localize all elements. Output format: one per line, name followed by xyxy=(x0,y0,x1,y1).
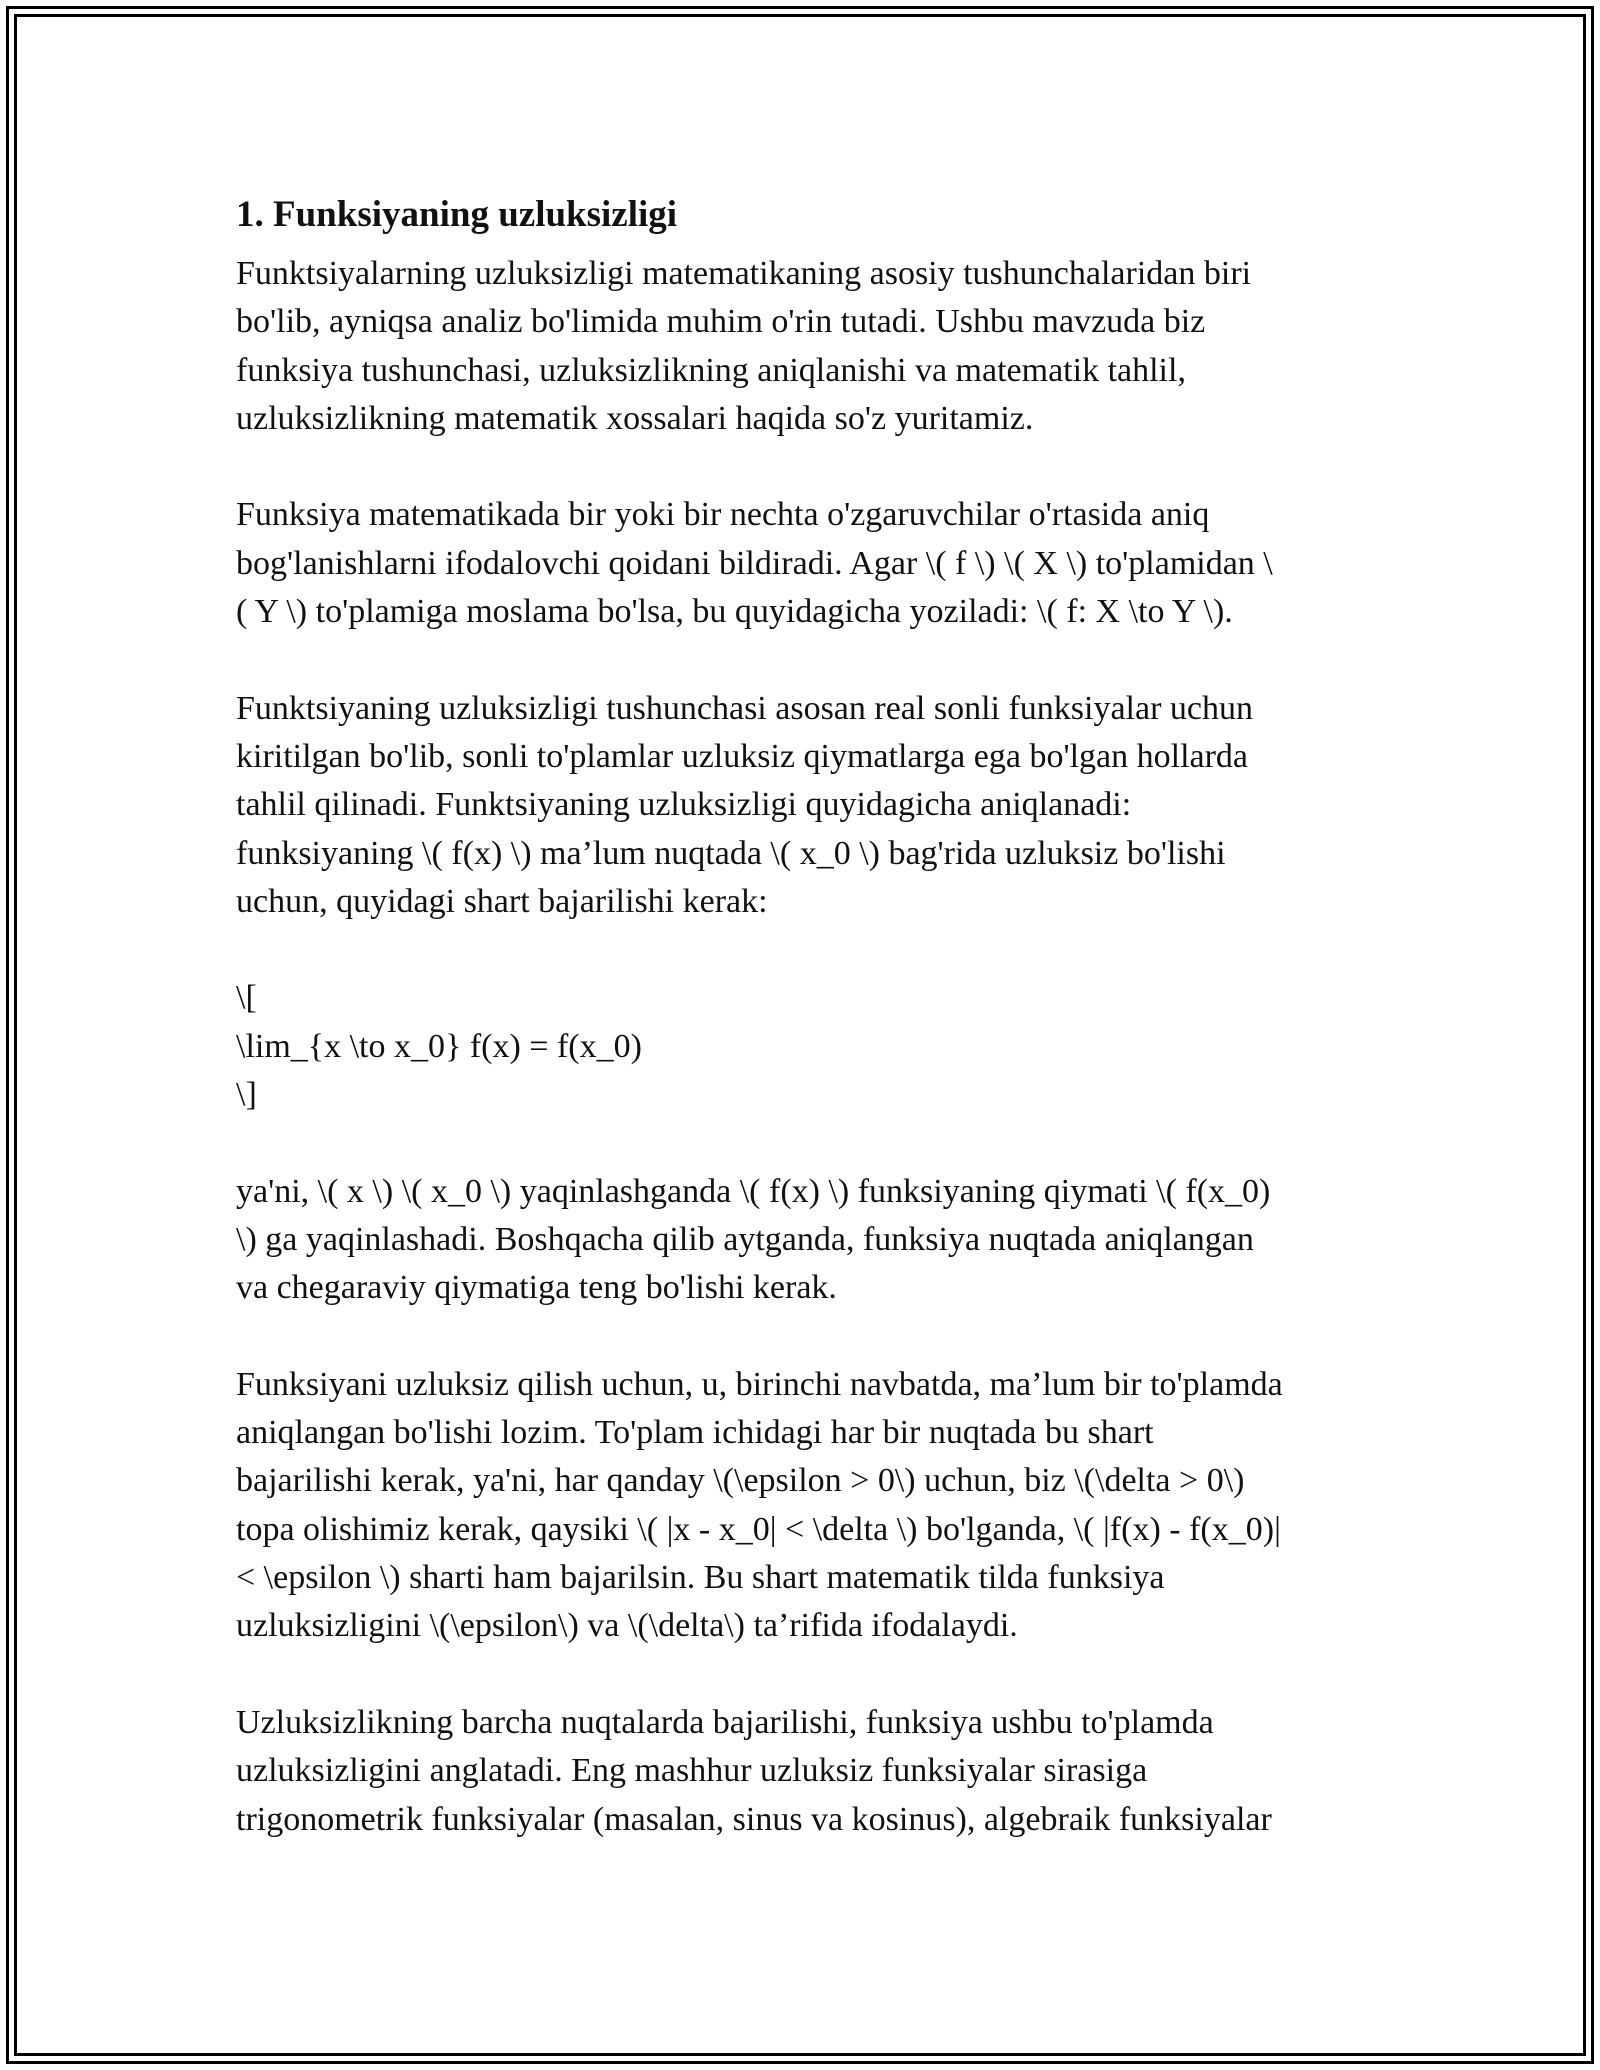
text-line: funksiya tushunchasi, uzluksizlikning aniqlanishi va matematik tahlil, xyxy=(236,351,1186,389)
text-line: bajarilishi kerak, ya'ni, har qanday \(\epsilon > 0\) uchun, biz \(\delta > 0\) xyxy=(236,1462,1245,1500)
text-line: uzluksizligini anglatadi. Eng mashhur uzluksiz funksiyalar sirasiga xyxy=(236,1752,1148,1790)
text-line: Uzluksizlikning barcha nuqtalarda bajarilishi, funksiya ushbu to'plamda xyxy=(236,1703,1214,1741)
formula-line: \lim_{x \to x_0} f(x) = f(x_0) xyxy=(236,1027,642,1065)
formula-line: \[ xyxy=(236,979,257,1017)
text-line: trigonometrik funksiyalar (masalan, sinus va kosinus), algebraik funksiyalar xyxy=(236,1800,1272,1838)
paragraph-continuous-functions xyxy=(236,1699,1366,1844)
text-line: va chegaraviy qiymatiga teng bo'lishi kerak. xyxy=(236,1269,837,1307)
text-line: topa olishimiz kerak, qaysiki \( |x - x_0| < \delta \) bo'lganda, \( |f(x) - f(x_0)| xyxy=(236,1510,1281,1548)
paragraph-epsilon-delta xyxy=(236,1361,1366,1651)
text-line: kiritilgan bo'lib, sonli to'plamlar uzluksiz qiymatlarga ega bo'lgan hollarda xyxy=(236,737,1249,775)
text-line: funksiyaning \( f(x) \) ma’lum nuqtada \( x_0 \) bag'rida uzluksiz bo'lishi xyxy=(236,834,1226,872)
paragraph-continuity-concept xyxy=(236,685,1366,926)
paragraph-limit-explanation xyxy=(236,1168,1366,1313)
text-line: Funksiya matematikada bir yoki bir nechta o'zgaruvchilar o'rtasida aniq xyxy=(236,496,1210,534)
text-line: Funktsiyaning uzluksizligi tushunchasi asosan real sonli funksiyalar uchun xyxy=(236,689,1254,727)
text-line: aniqlangan bo'lishi lozim. To'plam ichidagi har bir nuqtada bu shart xyxy=(236,1414,1154,1452)
text-line: < \epsilon \) sharti ham bajarilsin. Bu shart matematik tilda funksiya xyxy=(236,1559,1165,1597)
text-line: uzluksizligini \(\epsilon\) va \(\delta\) ta’rifida ifodalaydi. xyxy=(236,1607,1018,1645)
text-line: Funktsiyalarning uzluksizligi matematikaning asosiy tushunchalaridan biri xyxy=(236,255,1252,292)
formula-line: \] xyxy=(236,1076,257,1114)
text-line: bog'lanishlarni ifodalovchi qoidani bildiradi. Agar \( f \) \( X \) to'plamidan \ xyxy=(236,544,1273,582)
text-line: bo'lib, ayniqsa analiz bo'limida muhim o'rin tutadi. Ushbu mavzuda biz xyxy=(236,303,1206,341)
text-line: \) ga yaqinlashadi. Boshqacha qilib aytganda, funksiya nuqtada aniqlangan xyxy=(236,1220,1254,1258)
section-heading: 1. Funksiyaning uzluksizligi xyxy=(236,194,678,235)
paragraph-intro xyxy=(236,250,1366,443)
text-line: Funksiyani uzluksiz qilish uchun, u, birinchi navbatda, ma’lum bir to'plamda xyxy=(236,1365,1283,1403)
text-line: tahlil qilinadi. Funktsiyaning uzluksizligi quyidagicha aniqlanadi: xyxy=(236,786,1132,824)
text-line: ( Y \) to'plamiga moslama bo'lsa, bu quyidagicha yoziladi: \( f: X \to Y \). xyxy=(236,593,1233,631)
text-line: uzluksizlikning matematik xossalari haqida so'z yuritamiz. xyxy=(236,399,1034,437)
text-line: uchun, quyidagi shart bajarilishi kerak: xyxy=(236,882,768,920)
text-line: ya'ni, \( x \) \( x_0 \) yaqinlashganda \( f(x) \) funksiyaning qiymati \( f(x_0) xyxy=(236,1172,1271,1210)
paragraph-function-definition xyxy=(236,491,1366,636)
document-body xyxy=(236,186,1366,1892)
formula-block xyxy=(236,974,1366,1119)
